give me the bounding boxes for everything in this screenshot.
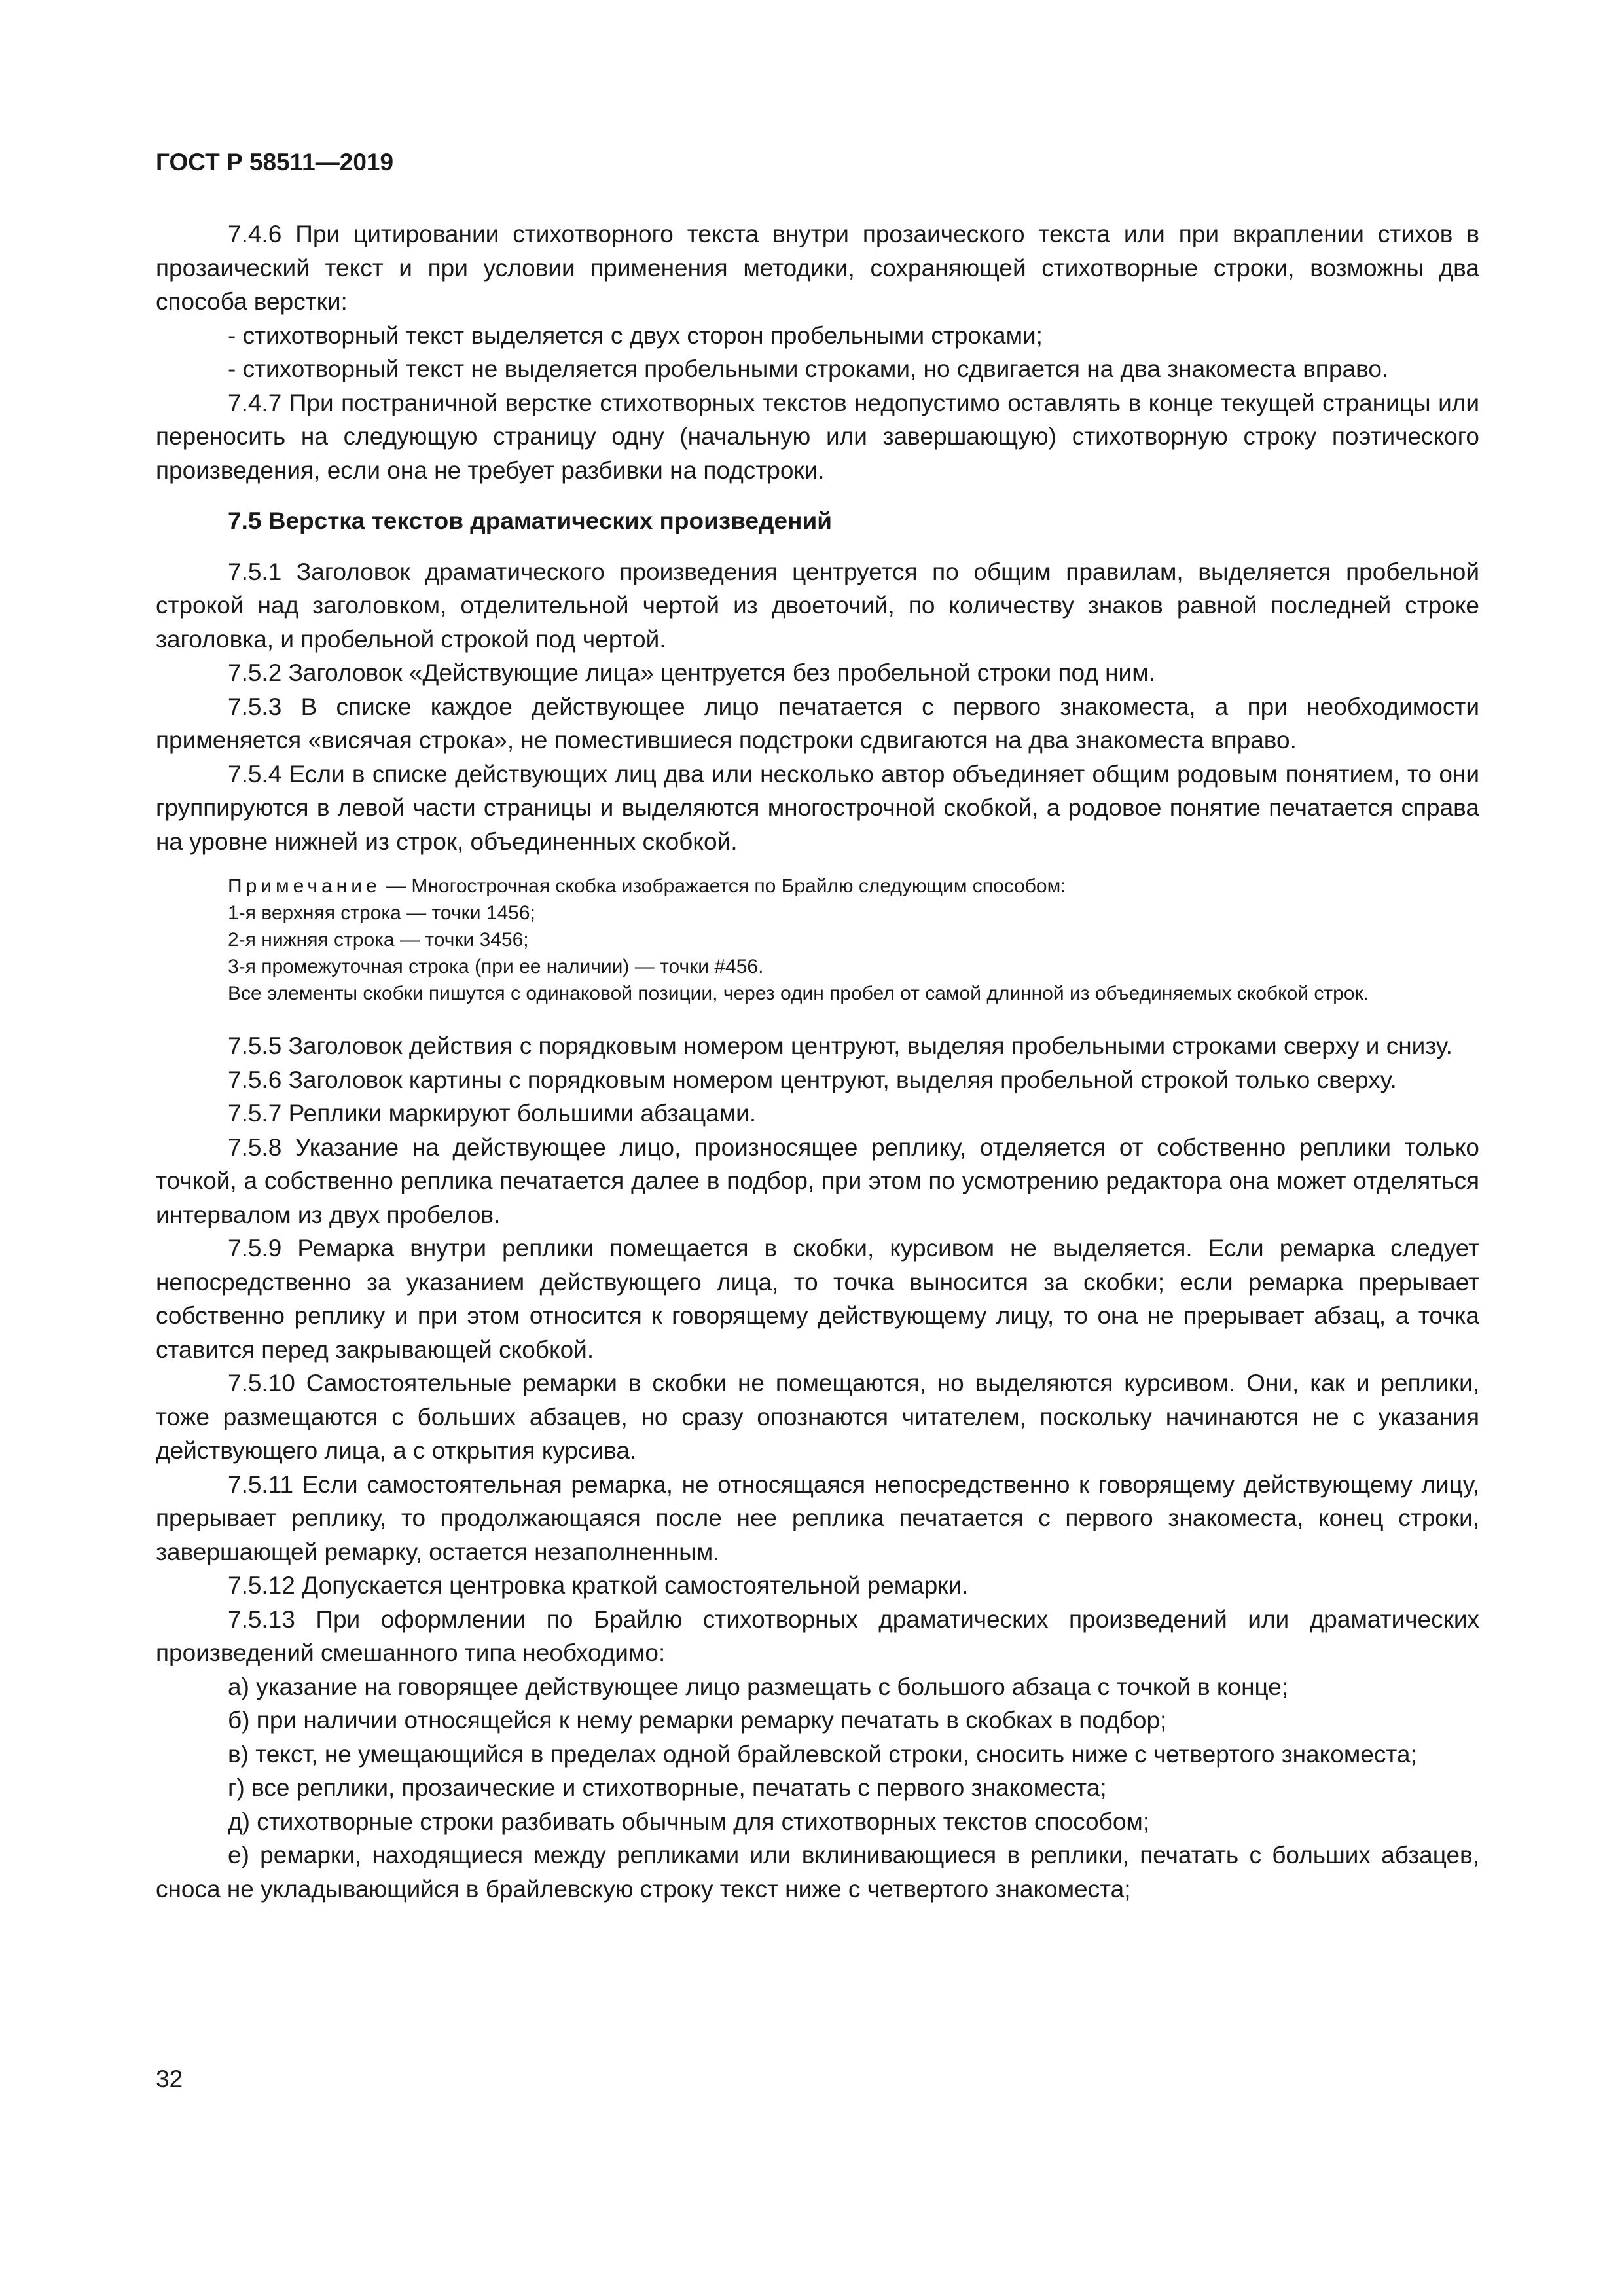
paragraph-7-5-5: 7.5.5 Заголовок действия с порядковым номером центруют, выделяя пробельными строками сверху и снизу. (228, 1032, 1453, 1059)
list-item: г) все реплики, прозаические и стихотворные, печатать с первого знакоместа; (228, 1774, 1107, 1801)
paragraph-7-4-6: 7.4.6 При цитировании стихотворного текста внутри прозаического текста или при вкраплении стихов в прозаический текст и при условии применения методики, сохраняющей стихотворные строки, возможны два способа верстки: (156, 221, 1479, 315)
document-header: ГОСТ Р 58511—2019 (156, 149, 394, 175)
note-label: Примечание (228, 875, 381, 897)
paragraph-7-5-10: 7.5.10 Самостоятельные ремарки в скобки не помещаются, но выделяются курсивом. Они, как и реплики, тоже размещаются с больших абзацев, но сразу опознаются читателем, поскольку начинаются не с указания действующего лица, а с открытия курсива. (156, 1370, 1479, 1464)
list-item: в) текст, не умещающийся в пределах одной брайлевской строки, сносить ниже с четвертого знакоместа; (228, 1740, 1417, 1768)
list-item: е) ремарки, находящиеся между репликами или вклинивающиеся в реплики, печатать с больших абзацев, сноса не укладывающийся в брайлевскую строку текст ниже с четвертого знакоместа; (156, 1842, 1479, 1903)
list-item: - стихотворный текст не выделяется пробельными строками, но сдвигается на два знакоместа вправо. (228, 355, 1389, 382)
paragraph-7-5-1: 7.5.1 Заголовок драматического произведения центруется по общим правилам, выделяется пробельной строкой над заголовком, отделительной чертой из двоеточий, по количеству знаков равной последней строке заголовка, и пробельной строкой под чертой. (156, 558, 1479, 653)
list-item: а) указание на говорящее действующее лицо размещать с большого абзаца с точкой в конце; (228, 1673, 1289, 1700)
note-line: Все элементы скобки пишутся с одинаковой позиции, через один пробел от самой длинной из объединяемых скобкой строк. (228, 983, 1369, 1004)
block-7-5-a (156, 555, 1479, 859)
list-item: б) при наличии относящейся к нему ремарки ремарку печатать в скобках в подбор; (228, 1707, 1167, 1734)
paragraph-7-5-2: 7.5.2 Заголовок «Действующие лица» центруется без пробельной строки под ним. (228, 659, 1155, 686)
paragraph-7-5-7: 7.5.7 Реплики маркируют большими абзацами. (228, 1100, 757, 1127)
page-number: 32 (156, 2066, 183, 2092)
paragraph-7-5-8: 7.5.8 Указание на действующее лицо, произносящее реплику, отделяется от собственно реплики только точкой, а собственно реплика печатается далее в подбор, при этом по усмотрению редактора она может отделяться интервалом из двух пробелов. (156, 1133, 1479, 1228)
paragraph-7-5-13: 7.5.13 При оформлении по Брайлю стихотворных драматических произведений или драматических произведений смешанного типа необходимо: (156, 1605, 1479, 1666)
paragraph-7-5-3: 7.5.3 В списке каждое действующее лицо печатается с первого знакоместа, а при необходимости применяется «висячая строка», не поместившиеся подстроки сдвигаются на два знакоместа вправо. (156, 693, 1479, 754)
paragraph-7-5-12: 7.5.12 Допускается центровка краткой самостоятельной ремарки. (228, 1572, 969, 1599)
note-lead-line (156, 873, 1479, 900)
note-lead: — Многострочная скобка изображается по Брайлю следующим способом: (380, 875, 1066, 897)
paragraph-7-5-4: 7.5.4 Если в списке действующих лиц два или несколько автор объединяет общим родовым понятием, то они группируются в левой части страницы и выделяются многострочной скобкой, а родовое понятие печатается справа на уровне нижней из строк, объединенных скобкой. (156, 760, 1479, 855)
paragraph-7-5-6: 7.5.6 Заголовок картины с порядковым номером центруют, выделяя пробельной строкой только сверху. (228, 1066, 1397, 1093)
note-line: 2-я нижняя строка — точки 3456; (228, 929, 529, 951)
note-block (156, 873, 1479, 1007)
block-7-4 (156, 217, 1479, 487)
block-7-5-b (156, 1029, 1479, 1906)
paragraph-7-4-7: 7.4.7 При постраничной верстке стихотворных текстов недопустимо оставлять в конце текущей страницы или переносить на следующую страницу одну (начальную или завершающую) стихотворную строку поэтического произведения, если она не требует разбивки на подстроки. (156, 389, 1479, 484)
paragraph-7-5-11: 7.5.11 Если самостоятельная ремарка, не относящаяся непосредственно к говорящему действующему лицу, прерывает реплику, то продолжающаяся после нее реплика печатается с первого знакоместа, конец строки, завершающей ремарку, остается незаполненным. (156, 1470, 1479, 1565)
note-line: 3-я промежуточная строка (при ее наличии) — точки #456. (228, 956, 764, 977)
document-page (156, 148, 1479, 1906)
section-title: 7.5 Верстка текстов драматических произведений (228, 507, 832, 534)
note-line: 1-я верхняя строка — точки 1456; (228, 902, 535, 924)
list-item: - стихотворный текст выделяется с двух сторон пробельными строками; (228, 321, 1043, 349)
paragraph-7-5-9: 7.5.9 Ремарка внутри реплики помещается в скобки, курсивом не выделяется. Если ремарка следует непосредственно за указанием действующего лица, то точка выносится за скобки; если ремарка прерывает собственно реплику и при этом относится к говорящему действующему лицу, то она не прерывает абзац, а точка ставится перед закрывающей скобкой. (156, 1235, 1479, 1363)
list-item: д) стихотворные строки разбивать обычным для стихотворных текстов способом; (228, 1808, 1150, 1835)
